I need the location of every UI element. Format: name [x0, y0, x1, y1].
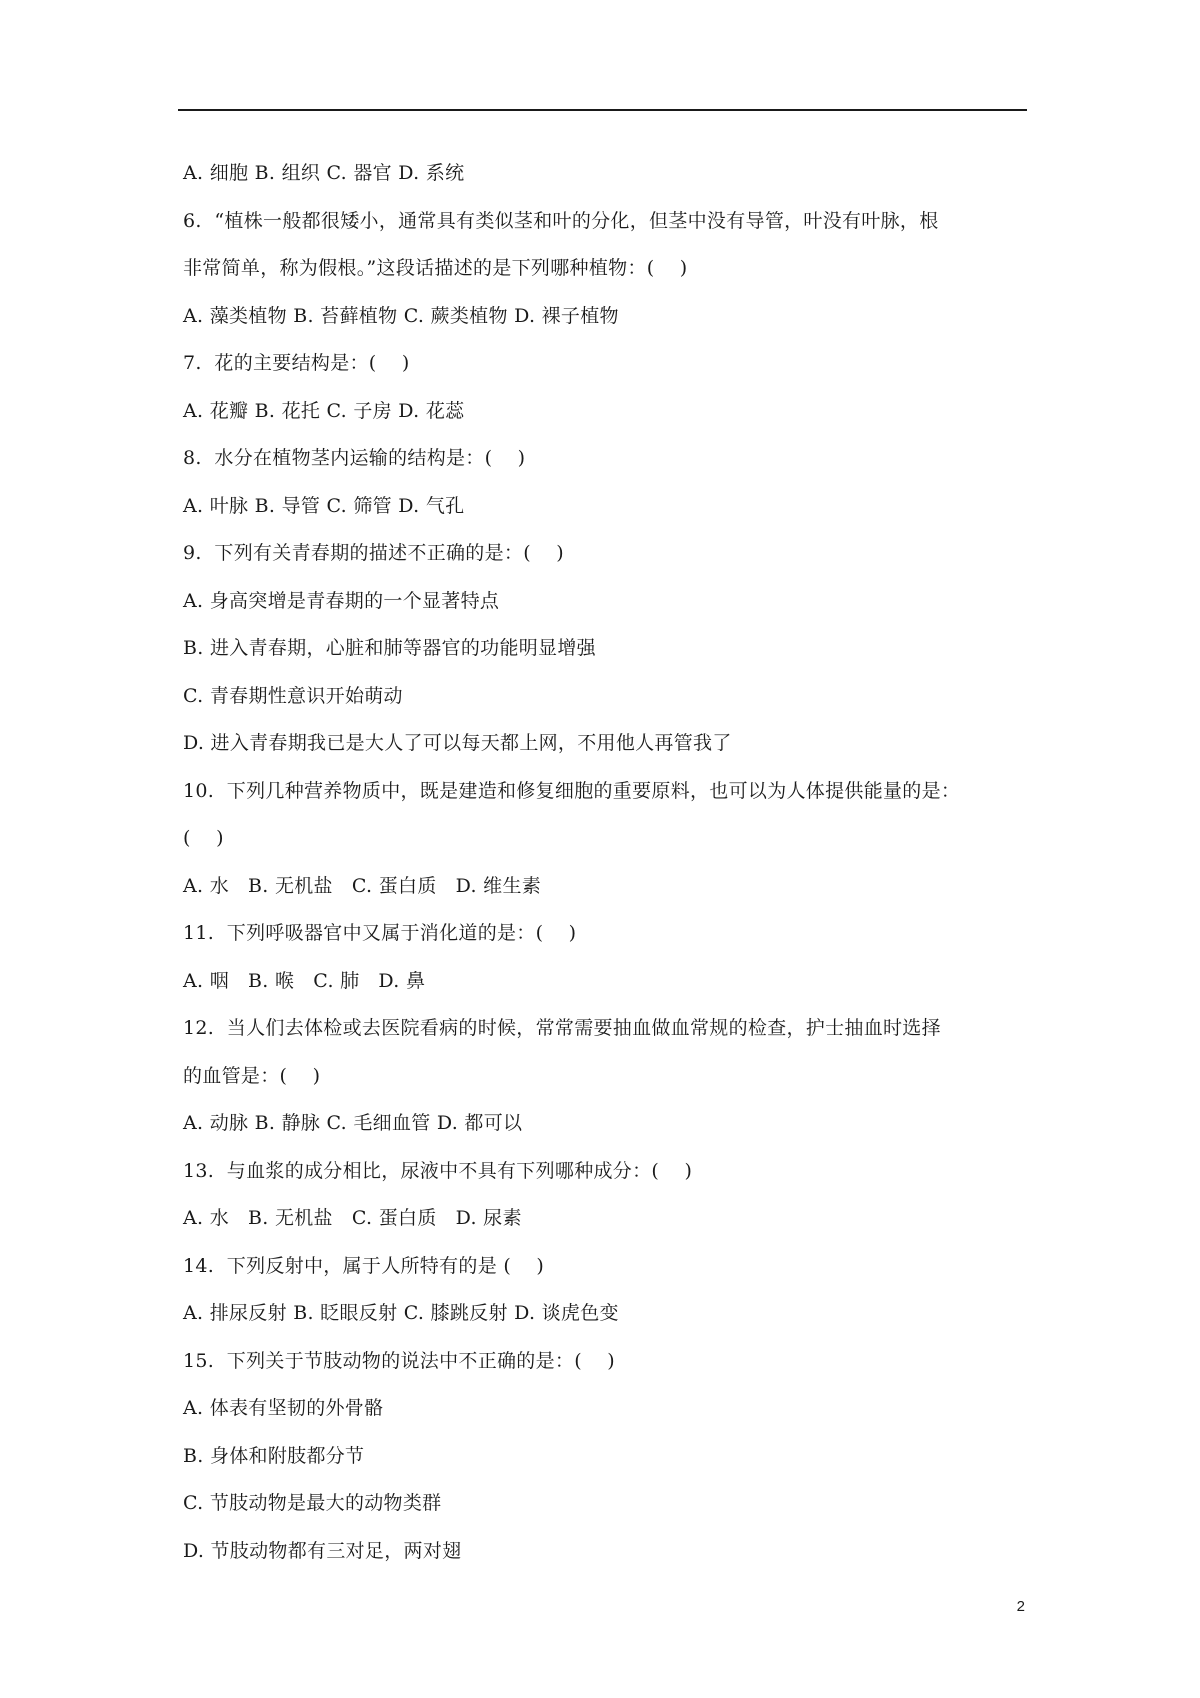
answer-options-q10: A. 水 B. 无机盐 C. 蛋白质 D. 维生素 [183, 874, 542, 897]
question-11: 11. 下列呼吸器官中又属于消化道的是：( ) [183, 922, 577, 944]
page-content [183, 150, 1028, 1575]
question-6-line-2: 非常简单，称为假根。”这段话描述的是下列哪种植物：( ) [183, 257, 688, 279]
question-12-line-2: 的血管是：( ) [183, 1064, 321, 1087]
question-15: 15. 下列关于节肢动物的说法中不正确的是：( ) [183, 1349, 615, 1372]
question-6-line-1: 6. “植株一般都很矮小，通常具有类似茎和叶的分化，但茎中没有导管，叶没有叶脉，根 [183, 209, 939, 232]
question-10-line-2: ( ) [183, 827, 224, 849]
answer-options-q6: A. 藻类植物 B. 苔藓植物 C. 蕨类植物 D. 裸子植物 [183, 304, 619, 327]
answer-option-q15-b: B. 身体和附肢都分节 [183, 1444, 365, 1467]
answer-options-q5: A. 细胞 B. 组织 C. 器官 D. 系统 [183, 162, 465, 184]
question-9: 9. 下列有关青春期的描述不正确的是：( ) [183, 542, 564, 564]
page-number: 2 [1016, 1598, 1025, 1615]
question-10-line-1: 10. 下列几种营养物质中，既是建造和修复细胞的重要原料，也可以为人体提供能量的是： [183, 779, 961, 802]
answer-options-q7: A. 花瓣 B. 花托 C. 子房 D. 花蕊 [183, 399, 465, 422]
question-13: 13. 与血浆的成分相比，尿液中不具有下列哪种成分：( ) [183, 1159, 693, 1182]
answer-option-q9-c: C. 青春期性意识开始萌动 [183, 684, 403, 707]
header-rule [178, 109, 1027, 111]
question-7: 7. 花的主要结构是：( ) [183, 352, 410, 374]
answer-options-q12: A. 动脉 B. 静脉 C. 毛细血管 D. 都可以 [183, 1112, 523, 1134]
answer-option-q15-c: C. 节肢动物是最大的动物类群 [183, 1492, 442, 1514]
answer-option-q15-d: D. 节肢动物都有三对足，两对翅 [183, 1539, 462, 1562]
answer-option-q9-a: A. 身高突增是青春期的一个显著特点 [183, 589, 500, 612]
answer-option-q15-a: A. 体表有坚韧的外骨骼 [183, 1397, 384, 1419]
answer-options-q11: A. 咽 B. 喉 C. 肺 D. 鼻 [183, 969, 426, 992]
question-14: 14. 下列反射中，属于人所特有的是 ( ) [183, 1254, 545, 1277]
answer-options-q8: A. 叶脉 B. 导管 C. 筛管 D. 气孔 [183, 494, 465, 517]
answer-options-q14: A. 排尿反射 B. 眨眼反射 C. 膝跳反射 D. 谈虎色变 [183, 1302, 619, 1324]
answer-option-q9-d: D. 进入青春期我已是大人了可以每天都上网，不用他人再管我了 [183, 732, 732, 754]
answer-options-q13: A. 水 B. 无机盐 C. 蛋白质 D. 尿素 [183, 1207, 522, 1229]
question-12-line-1: 12. 当人们去体检或去医院看病的时候，常常需要抽血做血常规的检查，护士抽血时选择 [183, 1017, 941, 1039]
question-8: 8. 水分在植物茎内运输的结构是：( ) [183, 447, 526, 469]
answer-option-q9-b: B. 进入青春期，心脏和肺等器官的功能明显增强 [183, 637, 596, 659]
